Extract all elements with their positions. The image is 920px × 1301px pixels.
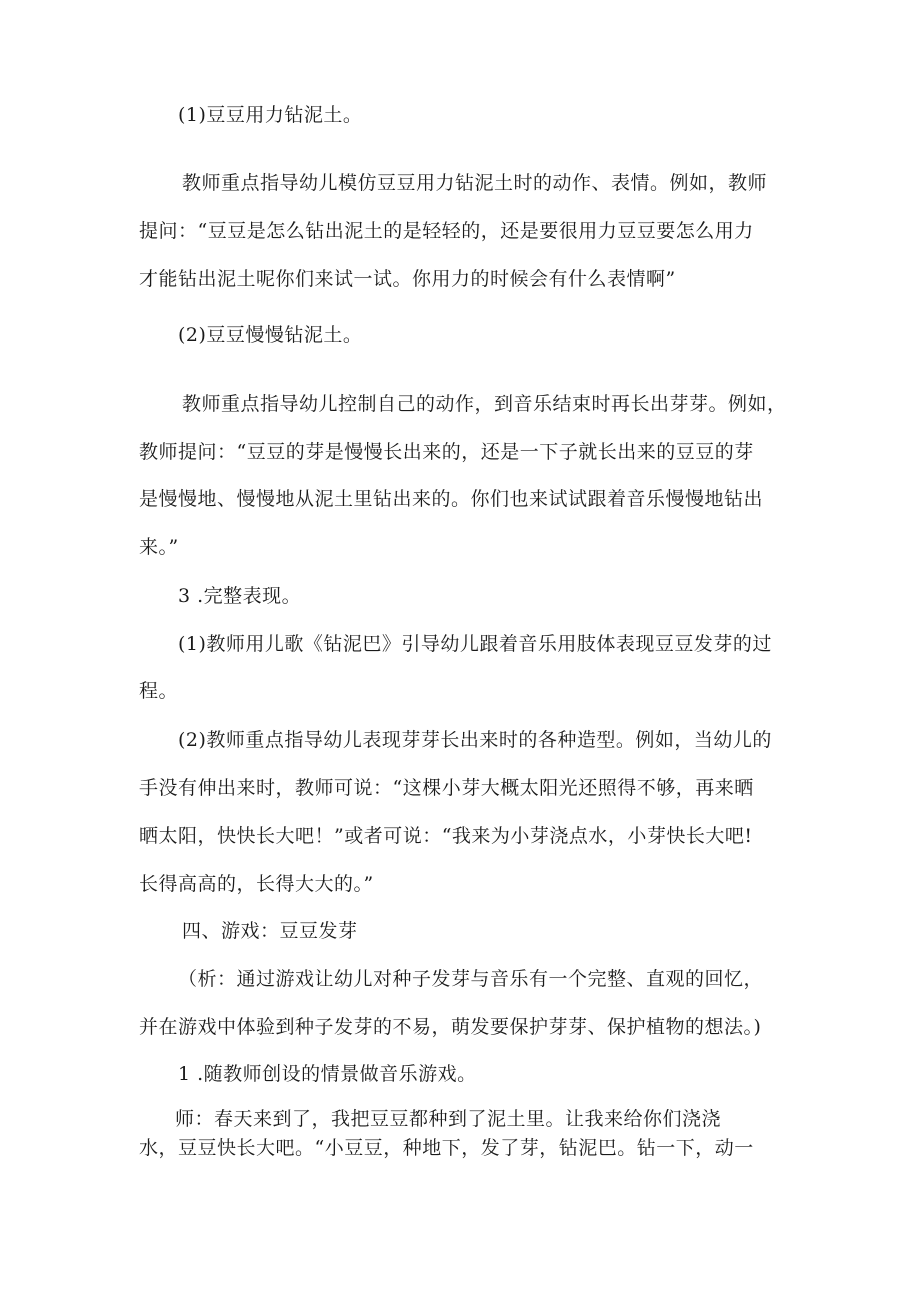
text-line: 教师重点指导幼儿控制自己的动作，到音乐结束时再长出芽芽。例如， [182,393,787,415]
text-line: 教师提问：“豆豆的芽是慢慢长出来的，还是一下子就长出来的豆豆的芽 [139,441,754,463]
text-line: 来。” [139,536,179,558]
text-line: (1)教师用儿歌《钻泥巴》引导幼儿跟着音乐用肢体表现豆豆发芽的过 [178,633,772,655]
text-line: 才能钻出泥土呢你们来试一试。你用力的时候会有什么表情啊” [139,268,676,290]
text-line: 并在游戏中体验到种子发芽的不易，萌发要保护芽芽、保护植物的想法。) [139,1016,762,1038]
text-line: 手没有伸出来时，教师可说：“这棵小芽大概太阳光还照得不够，再来晒 [139,777,754,799]
text-line: (1)豆豆用力钻泥土。 [178,104,363,126]
text-line: 晒太阳，快快长大吧！”或者可说：“我来为小芽浇点水，小芽快长大吧! [139,825,753,847]
section-heading: 3 .完整表现。 [178,585,302,607]
text-line: 提问：“豆豆是怎么钻出泥土的是轻轻的，还是要很用力豆豆要怎么用力 [139,220,754,242]
text-line: (2)教师重点指导幼儿表现芽芽长出来时的各种造型。例如，当幼儿的 [178,729,772,751]
text-line: （析：通过游戏让幼儿对种子发芽与音乐有一个完整、直观的回忆， [178,968,764,990]
text-line: 水，豆豆快长大吧。“小豆豆，种地下，发了芽，钻泥巴。钻一下，动一 [139,1137,754,1159]
text-line: 师：春天来到了，我把豆豆都种到了泥土里。让我来给你们浇浇 [175,1108,722,1130]
text-line: 程。 [139,680,179,702]
text-line: 长得高高的，长得大大的。” [139,873,374,895]
section-heading: 1 .随教师创设的情景做音乐游戏。 [178,1063,477,1085]
text-line: 是慢慢地、慢慢地从泥土里钻出来的。你们也来试试跟着音乐慢慢地钻出 [139,488,764,510]
text-line: (2)豆豆慢慢钻泥土。 [178,324,363,346]
section-heading: 四、游戏：豆豆发芽 [182,920,358,942]
text-line: 教师重点指导幼儿模仿豆豆用力钻泥土时的动作、表情。例如，教师 [182,172,768,194]
